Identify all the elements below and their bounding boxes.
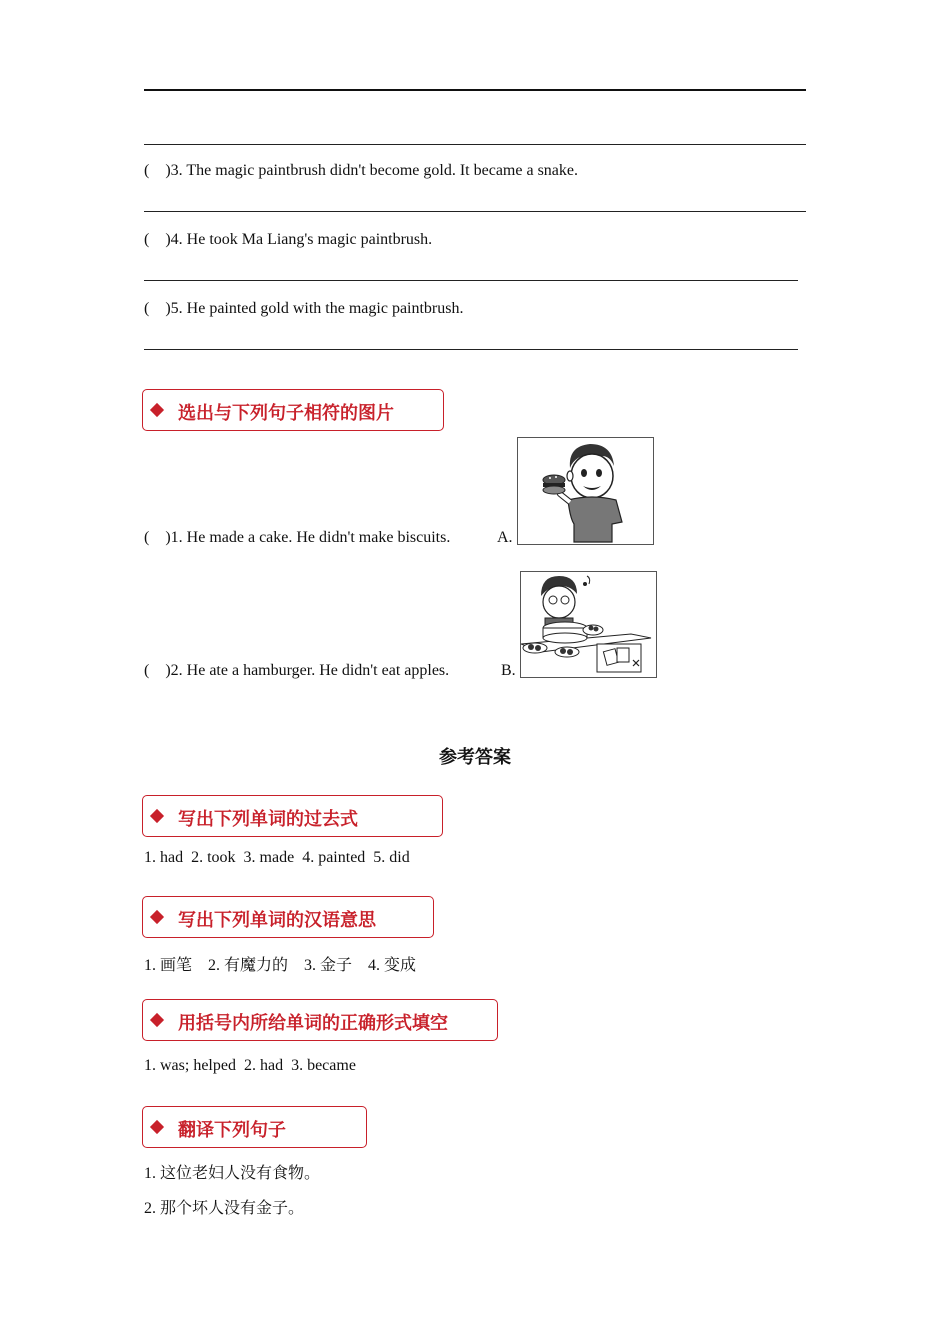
- section-header-label: 选出与下列句子相符的图片: [178, 403, 394, 424]
- answer-header-translate: [142, 1106, 367, 1148]
- answer-line: [144, 211, 806, 212]
- answer-line: [144, 144, 806, 145]
- answer-text: 1. 画笔 2. 有魔力的 3. 金子 4. 变成: [144, 957, 417, 974]
- section-header-label: 写出下列单词的过去式: [178, 809, 358, 830]
- diamond-icon: [150, 910, 164, 924]
- question-5: ( )5. He painted gold with the magic paintbrush.: [144, 300, 464, 317]
- answer-text: 1. was; helped 2. had 3. became: [144, 1057, 356, 1074]
- answer-text: 2. 那个坏人没有金子。: [144, 1200, 305, 1217]
- answer-text: 1. had 2. took 3. made 4. painted 5. did: [144, 849, 410, 866]
- option-a-label: A.: [497, 529, 513, 546]
- section-header-label: 写出下列单词的汉语意思: [178, 910, 376, 931]
- answer-line: [144, 349, 798, 350]
- question-4: ( )4. He took Ma Liang's magic paintbrush.: [144, 231, 433, 248]
- diamond-icon: [150, 809, 164, 823]
- answer-line: [144, 89, 806, 91]
- section-header-label: 用括号内所给单词的正确形式填空: [178, 1013, 448, 1034]
- boy-cake-image: [520, 571, 657, 678]
- option-b-label: B.: [501, 662, 516, 679]
- answer-text: 1. 这位老妇人没有食物。: [144, 1165, 321, 1182]
- answer-header-fill-blank: [142, 999, 498, 1041]
- picture-question-2: ( )2. He ate a hamburger. He didn't eat apples.: [144, 662, 450, 679]
- section-header-label: 翻译下列句子: [178, 1120, 286, 1141]
- diamond-icon: [150, 1013, 164, 1027]
- answer-header-past-tense: [142, 795, 443, 837]
- question-3: ( )3. The magic paintbrush didn't become gold. It became a snake.: [144, 162, 579, 179]
- diamond-icon: [150, 1120, 164, 1134]
- boy-hamburger-image: [517, 437, 654, 545]
- picture-question-1: ( )1. He made a cake. He didn't make biscuits.: [144, 529, 451, 546]
- section-header-pictures: [142, 389, 444, 431]
- answers-title: 参考答案: [439, 747, 511, 768]
- answer-header-chinese-meaning: [142, 896, 434, 938]
- answer-line: [144, 280, 798, 281]
- diamond-icon: [150, 403, 164, 417]
